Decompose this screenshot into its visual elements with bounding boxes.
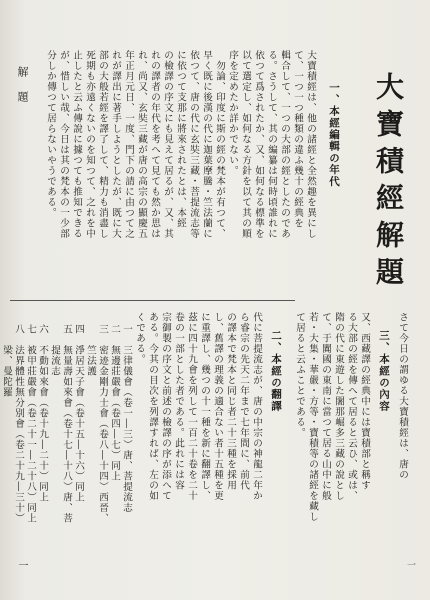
text-line: の譯本で梵本と同じ者二十三種を採用 [225,312,236,491]
text-line: に依つて支那に將來されたとは、本經 [175,50,186,229]
text-line: 死期も亦遠くないのを知つて、之れを中 [84,50,95,239]
list-item: 梁、曼陀羅 [1,324,12,398]
section-divider [10,300,295,301]
text-line: に重譯し、幾つの十一種を新に翻譯し、 [199,312,210,501]
list-item: 五 無量壽如來會（卷十七―十八）唐、菩 [61,324,72,524]
text-line: る大部の經を傳へて居ると云ひ、或は、 [346,312,357,501]
list-item: 六 不動如來會（卷十九―二十）同上 [37,324,48,503]
text-line: 早く既に後漢の代に迦葉摩騰・竺法蘭に [201,50,212,239]
text-line: る。さうして、其の編纂は何時頃誰れに [266,50,277,239]
text-line: し、舊譯の理義の適合ない者十五種を更 [212,312,223,501]
text-line: くである。 [134,312,145,365]
text-line: ら睿宗の先天二年まで七年間に、前代 [238,312,249,491]
text-line: 茲に四十九會を列して一百二十卷を二十 [186,312,197,501]
page-title: 大寶積經解題 [372,72,405,294]
folio-mark: 一 [405,560,415,569]
section-1-heading: 一、本經編輯の年代 [328,82,340,188]
page-number: 一 [16,560,27,570]
section-2-heading: 二、本經の翻譯 [270,330,282,412]
list-item: 八 法界體性無分別會（卷二十九―三十） [13,324,24,524]
list-item: 四 淨居天子會（卷十五―十六）同上 [73,324,84,503]
text-line: 部の大般若經を譯了して、精力も消盡し [97,50,108,239]
list-item: 一 三律儀會（卷一―三）唐、菩提流志 [121,324,132,513]
text-line: れ、尚又、玄奘三藏が唐の高宗の顯慶五 [136,50,147,239]
text-line: 又、西藏譯の經典中には寶積部と稱す [359,312,370,491]
list-item: 二 無邊莊嚴會（卷四―七）同上 [109,324,120,482]
text-line: 止したと云ふ傳說に據つても推知できる [71,50,82,239]
text-line: さて今日の謂ゆる大寶積經は、唐の [397,312,408,480]
list-item: 三 密迹金剛力士會（卷八―十四）西晉、 [97,324,108,524]
text-line: 以て選定し、如何なる方針を以て其の順 [240,50,251,239]
list-item: 竺法護 [85,324,96,377]
text-line: て、于闐國の東南に當つて居る山中に般 [320,312,331,501]
text-line: 分しか傳つて居らないやうである。 [45,50,56,218]
text-line: 序を定めたか詳かでない。 [227,50,238,176]
text-line: 若・大集・華嚴・方等・寶積等の諸經を藏し [307,312,318,522]
text-line: 輯合して、一つの大部の經としたのであ [279,50,290,239]
list-item: 提流志 [49,324,60,377]
text-line: が、惜しい哉、今日は其の梵本の一少部 [58,50,69,239]
text-line: れが譯出に著手しようとしたが、既に大 [110,50,121,239]
text-line: 依つて爲されたか、又、如何なる標準を [253,50,264,239]
text-line: れの譯者の年代を考へて見ても然か思は [149,50,160,239]
text-line: ある。今其の目次を列譯すれば、左の如 [147,312,158,501]
list-item: 七 被甲莊嚴會（卷二十一―二十八）同上 [25,324,36,524]
text-line: 大寶積經は、他の諸經と全然趣を異にし [305,50,316,239]
text-line: 隋の代に東遊した闍那崛多三藏の說とし [333,312,344,501]
text-line: 卷の一部とした者である。此れには容 [173,312,184,491]
text-line: て、一つ一つ種類の違ふ幾十の經典を [292,50,303,229]
text-line: 年正月元日、一度、門下の請に由つて之 [123,50,134,239]
text-line: て居ると云ふことである。 [294,312,305,438]
text-line: 宗御製の序文と前述の檢譯の序が添へて [160,312,171,501]
running-head: 解題 [16,66,29,116]
section-3-heading: 三、本經の內容 [378,330,390,412]
text-line: の檢譯の序文にも見えて居るが、又、其 [162,50,173,239]
text-line: 勿論、印度に斯の經の梵本が有つて、 [214,50,225,239]
text-line: 依つて、唐の代に玄奘三藏・菩提流志等 [188,50,199,239]
text-line: 代に菩提流志が、唐の中宗の神龍二年か [251,312,262,501]
